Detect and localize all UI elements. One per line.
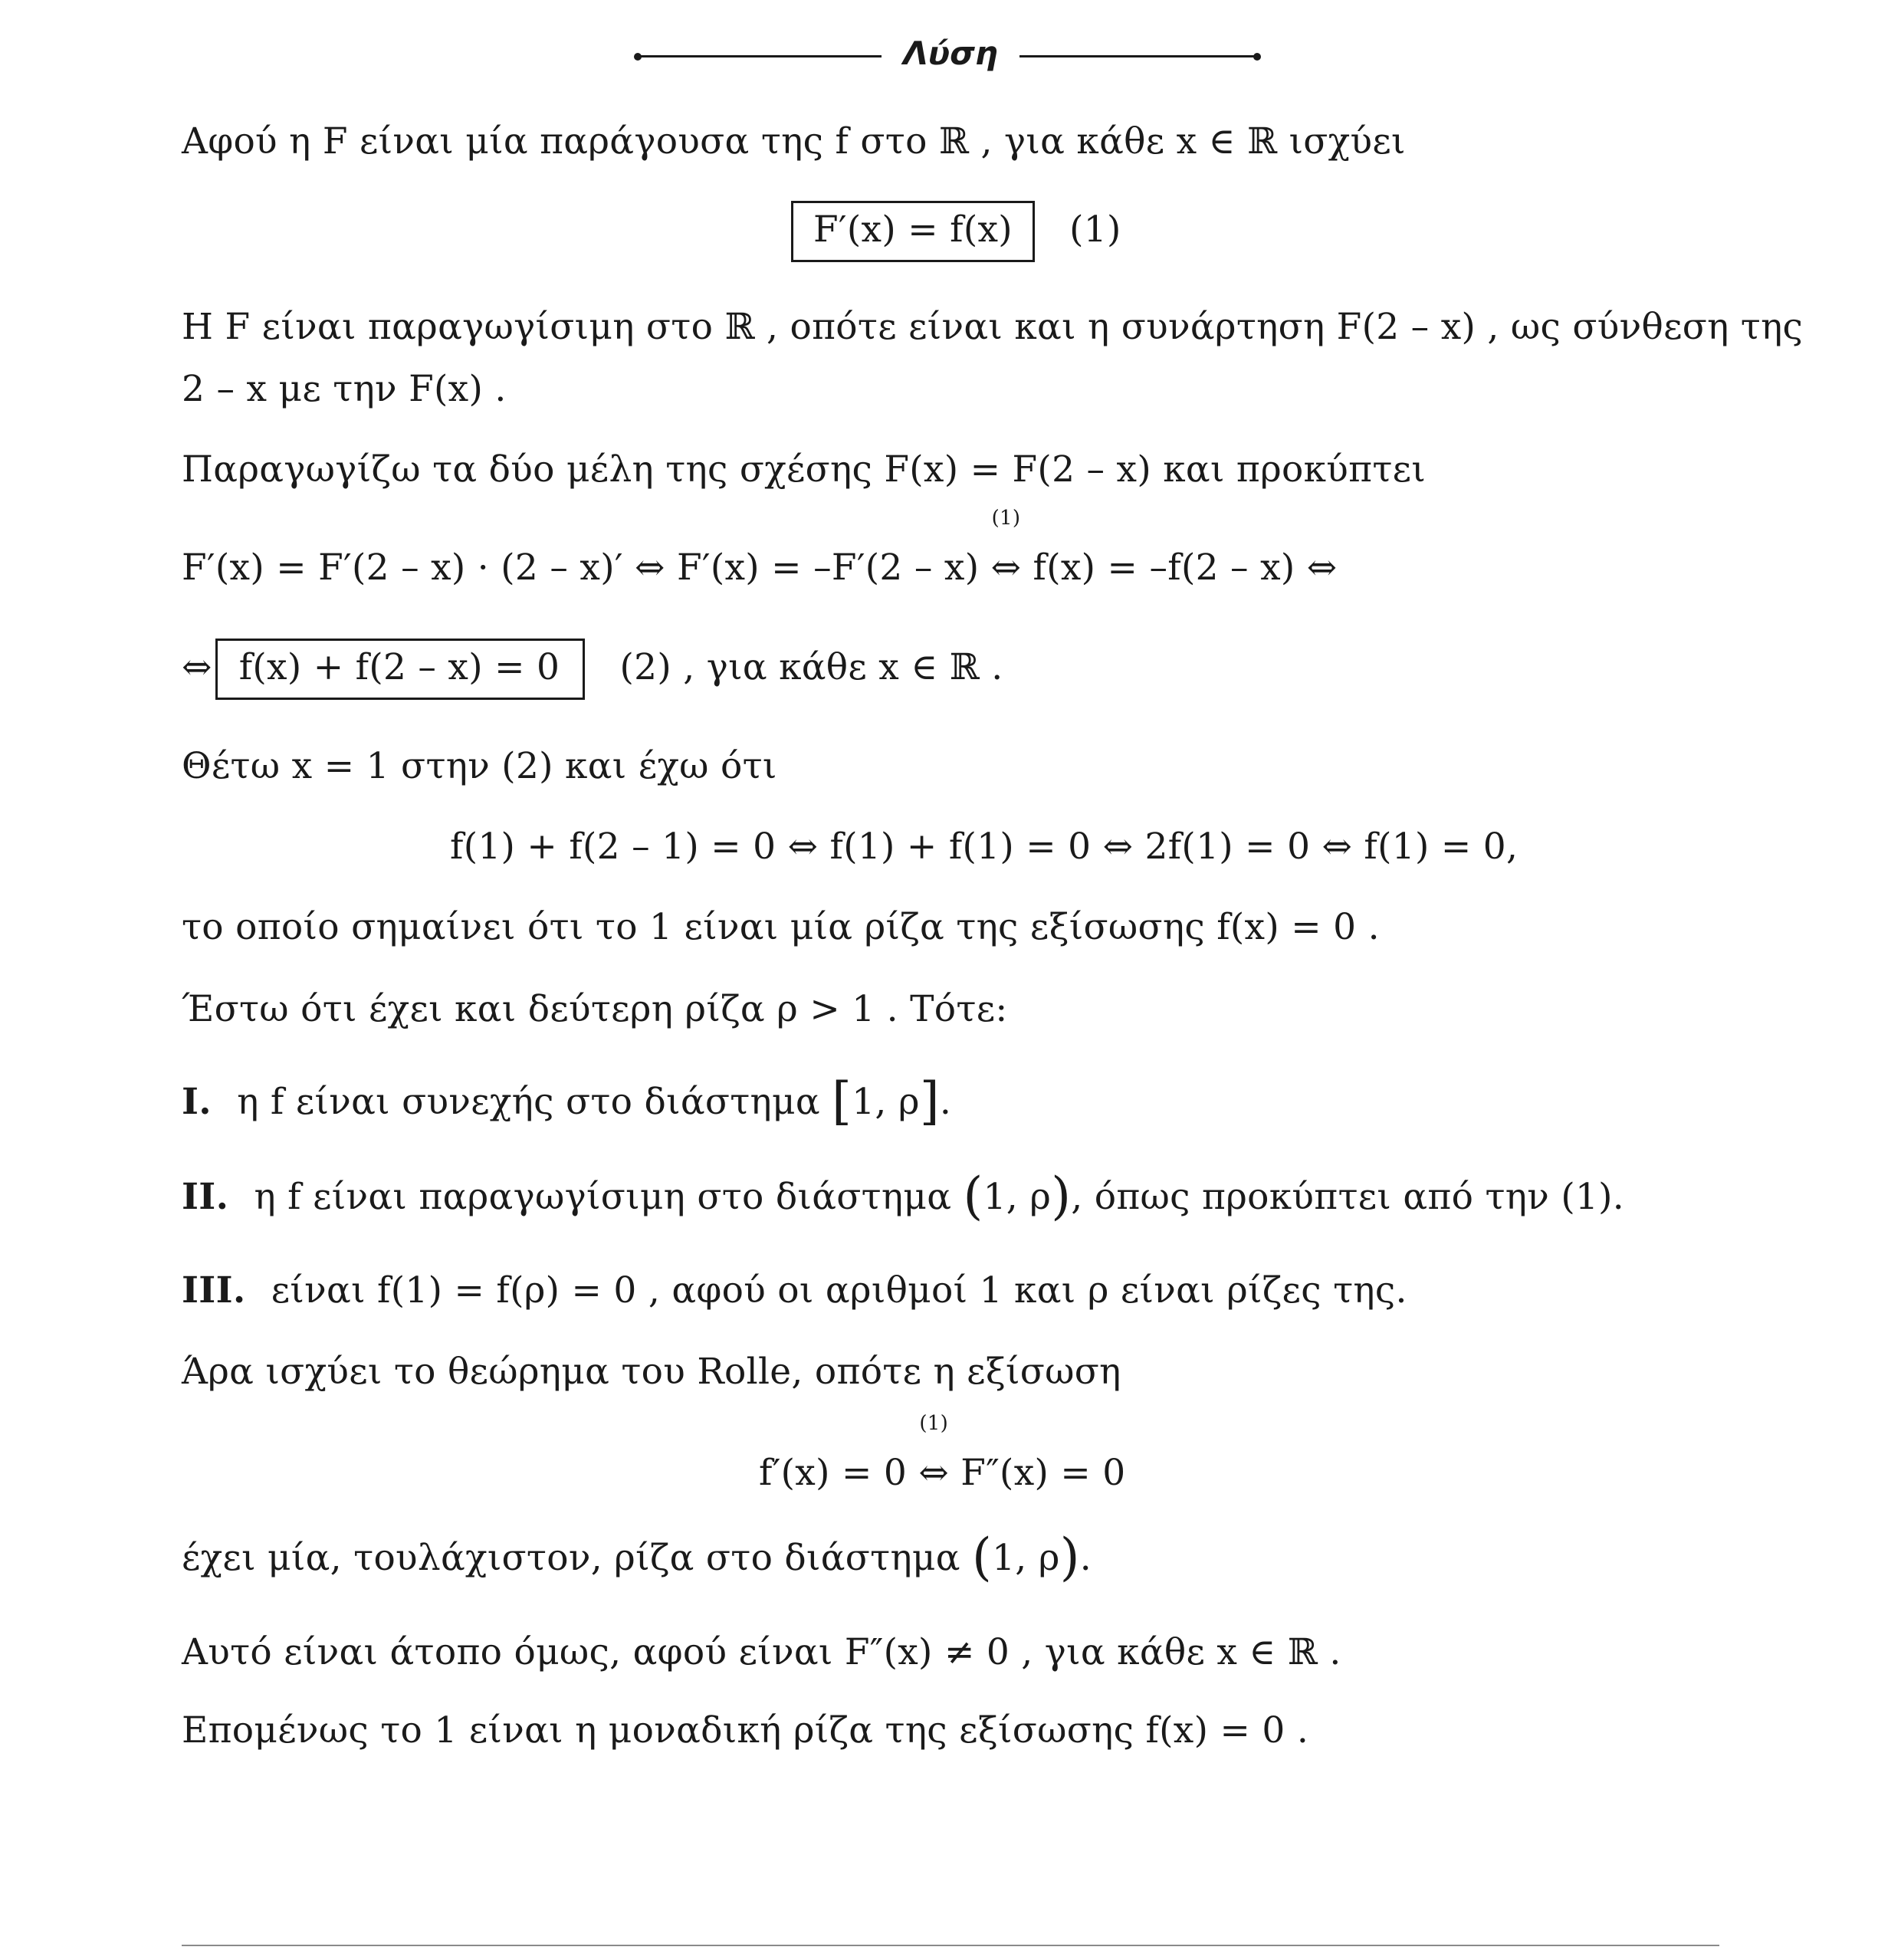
- paragraph-assume-second-root: Έστω ότι έχει και δεύτερη ρίζα ρ > 1 . Τότε:: [182, 988, 1008, 1030]
- equation-2-suffix: (2) , για κάθε x ∈ ℝ .: [619, 646, 1003, 688]
- equation-1-tag: (1): [1069, 208, 1121, 251]
- equation-rolle-right: F″(x) = 0: [949, 1452, 1126, 1494]
- condition-i-text: η f είναι συνεχής στο διάστημα: [237, 1081, 832, 1123]
- derivation-equivalence: [990, 507, 1022, 591]
- paren-open: (: [963, 1167, 983, 1226]
- equation-rolle: [759, 1412, 1126, 1496]
- solution-heading: Λύση: [903, 34, 998, 72]
- paragraph-substitute: Θέτω x = 1 στην (2) και έχω ότι: [182, 745, 777, 787]
- condition-i-interval: 1, ρ: [852, 1081, 920, 1123]
- condition-iii-text: είναι f(1) = f(ρ) = 0 , αφού οι αριθμοί 1 και ρ είναι ρίζες της.: [271, 1269, 1407, 1312]
- condition-ii-label: II.: [182, 1176, 229, 1218]
- paren-open-2: (: [972, 1528, 993, 1587]
- equation-2-prefix: ⇔: [182, 646, 212, 688]
- paragraph-contradiction: Αυτό είναι άτοπο όμως, αφού είναι F″(x) ≠ 0 , για κάθε x ∈ ℝ .: [182, 1631, 1341, 1673]
- rolle-equivalence: [918, 1412, 950, 1496]
- paragraph-root: το οποίο σημαίνει ότι το 1 είναι μία ρίζα της εξίσωσης f(x) = 0 .: [182, 906, 1380, 948]
- condition-i-label: I.: [182, 1081, 212, 1123]
- footer-divider: [182, 1945, 1719, 1946]
- derivation-right: f(x) = –f(2 – x) ⇔: [1021, 547, 1338, 589]
- equivalence-arrow: ⇔: [990, 547, 1022, 589]
- equivalence-note: (1): [991, 507, 1021, 530]
- heading-rule-right: [1019, 55, 1257, 57]
- paragraph-differentiate: Παραγωγίζω τα δύο μέλη της σχέσης F(x) = F(2 – x) και προκύπτει: [182, 448, 1427, 491]
- equation-2-box: f(x) + f(2 – x) = 0: [215, 639, 586, 700]
- condition-ii: [182, 1167, 1625, 1226]
- equation-rolle-left: f′(x) = 0: [759, 1452, 919, 1494]
- paragraph-antiderivative: Αφού η F είναι μία παράγουσα της f στο ℝ , για κάθε x ∈ ℝ ισχύει: [182, 120, 1406, 163]
- condition-iii: [182, 1268, 1407, 1314]
- bracket-open: [: [832, 1072, 852, 1131]
- paragraph-conclusion: Επομένως το 1 είναι η μοναδική ρίζα της εξίσωσης f(x) = 0 .: [182, 1709, 1309, 1752]
- condition-iii-label: III.: [182, 1269, 246, 1312]
- equation-1-line: [791, 201, 1121, 262]
- condition-i: [182, 1072, 952, 1131]
- paragraph-rolle: Άρα ισχύει το θεώρημα του Rolle, οπότε η εξίσωση: [182, 1351, 1121, 1393]
- equation-2-line: [182, 639, 1003, 700]
- condition-ii-end: , όπως προκύπτει από την (1).: [1071, 1176, 1625, 1218]
- paren-close-2: ): [1059, 1528, 1080, 1587]
- paren-close: ): [1051, 1167, 1072, 1226]
- derivation-line: [182, 507, 1338, 591]
- heading-rule-left: [638, 55, 882, 57]
- derivation-left: F′(x) = F′(2 – x) · (2 – x)′ ⇔ F′(x) = –F′(2 – x): [182, 547, 991, 589]
- condition-ii-text: η f είναι παραγωγίσιμη στο διάστημα: [254, 1176, 964, 1218]
- paragraph-differentiable-a: Η F είναι παραγωγίσιμη στο ℝ , οπότε είναι και η συνάρτηση F(2 – x) , ως σύνθεση της: [182, 306, 1804, 348]
- bracket-close: ]: [919, 1072, 940, 1131]
- has-root-interval: 1, ρ: [992, 1537, 1060, 1579]
- condition-i-end: .: [939, 1081, 952, 1123]
- paragraph-has-root: [182, 1528, 1092, 1587]
- paragraph-differentiable-b: 2 – x με την F(x) .: [182, 368, 507, 410]
- equation-1-box: F′(x) = f(x): [791, 201, 1035, 262]
- equation-substitution: f(1) + f(2 – 1) = 0 ⇔ f(1) + f(1) = 0 ⇔ 2f(1) = 0 ⇔ f(1) = 0,: [450, 826, 1519, 868]
- condition-ii-interval: 1, ρ: [983, 1176, 1052, 1218]
- rolle-equivalence-note: (1): [919, 1412, 949, 1435]
- has-root-text: έχει μία, τουλάχιστον, ρίζα στο διάστημα: [182, 1537, 973, 1579]
- has-root-end: .: [1079, 1537, 1092, 1579]
- heading-rule-right-dot: [1253, 53, 1261, 61]
- rolle-equivalence-arrow: ⇔: [918, 1452, 950, 1494]
